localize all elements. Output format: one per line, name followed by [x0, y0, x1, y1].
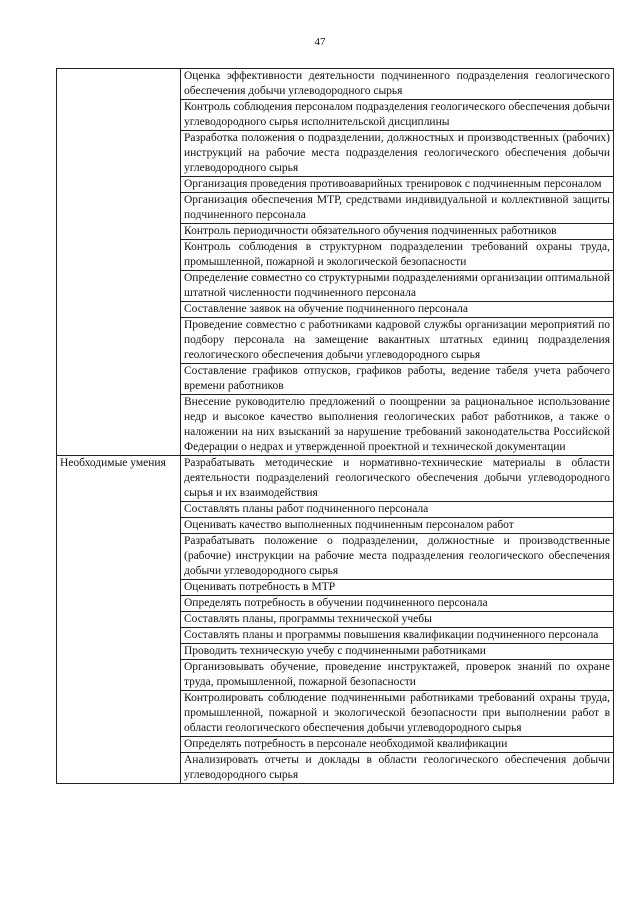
table-cell: Разработка положения о подразделении, должностных и производственных (рабочих) инструкций на рабочие места подразделения геологического обеспечения добычи углеводородного сырья: [181, 131, 614, 177]
table-cell: Составлять планы, программы технической учебы: [181, 612, 614, 628]
table-cell: Организация обеспечения МТР, средствами индивидуальной и коллективной защиты подчиненного персонала: [181, 193, 614, 224]
page-number: 47: [314, 36, 326, 48]
table-row: [57, 69, 614, 100]
table-row: [57, 456, 614, 502]
table-cell: Определять потребность в персонале необходимой квалификации: [181, 737, 614, 753]
table-cell: Составление графиков отпусков, графиков работы, ведение табеля учета рабочего времени работников: [181, 364, 614, 395]
category-cell-empty: [57, 69, 181, 456]
functions-table: [56, 68, 614, 784]
table-cell: Составлять планы работ подчиненного персонала: [181, 502, 614, 518]
table-cell: Контроль соблюдения в структурном подразделении требований охраны труда, промышленной, пожарной и экологической безопасности: [181, 240, 614, 271]
table-cell: Оценка эффективности деятельности подчиненного подразделения геологического обеспечения добычи углеводородного сырья: [181, 69, 614, 100]
table-cell: Составлять планы и программы повышения квалификации подчиненного персонала: [181, 628, 614, 644]
table-cell: Организация проведения противоаварийных тренировок с подчиненным персоналом: [181, 177, 614, 193]
table-cell: Контроль периодичности обязательного обучения подчиненных работников: [181, 224, 614, 240]
table-cell: Оценивать потребность в МТР: [181, 580, 614, 596]
table-cell: Разрабатывать методические и нормативно-технические материалы в области деятельности подразделений геологического обеспечения добычи углеводородного сырья и их взаимодействия: [181, 456, 614, 502]
table-cell: Определять потребность в обучении подчиненного персонала: [181, 596, 614, 612]
table-cell: Разрабатывать положение о подразделении, должностные и производственные (рабочие) инструкции на рабочие места подразделения геологического обеспечения добычи углеводородного сырья: [181, 534, 614, 580]
table-cell: Оценивать качество выполненных подчиненным персоналом работ: [181, 518, 614, 534]
table-cell: Внесение руководителю предложений о поощрении за рациональное использование недр и высокое качество выполнения геологических работ работников, а также о наложении на них взысканий за нарушение требований законодательства Российской Федерации о недрах и утвержденной проектной и технической документации: [181, 395, 614, 456]
table-cell: Проводить техническую учебу с подчиненными работниками: [181, 644, 614, 660]
table-cell: Контроль соблюдения персоналом подразделения геологического обеспечения добычи углеводородного сырья исполнительской дисциплины: [181, 100, 614, 131]
table-cell: Определение совместно со структурными подразделениями организации оптимальной штатной численности подчиненного персонала: [181, 271, 614, 302]
table-cell: Проведение совместно с работниками кадровой службы организации мероприятий по подбору персонала на замещение вакантных штатных единиц подразделения геологического обеспечения добычи углеводородного сырья: [181, 318, 614, 364]
table-cell: Контролировать соблюдение подчиненными работниками требований охраны труда, промышленной, пожарной и экологической безопасности при выполнении работ в области геологического обеспечения добычи углеводородного сырья: [181, 691, 614, 737]
table-cell: Организовывать обучение, проведение инструктажей, проверок знаний по охране труда, промышленной, пожарной безопасности: [181, 660, 614, 691]
table-cell: Составление заявок на обучение подчиненного персонала: [181, 302, 614, 318]
table-cell: Анализировать отчеты и доклады в области геологического обеспечения добычи углеводородного сырья: [181, 753, 614, 784]
category-label-skills: Необходимые умения: [57, 456, 181, 784]
